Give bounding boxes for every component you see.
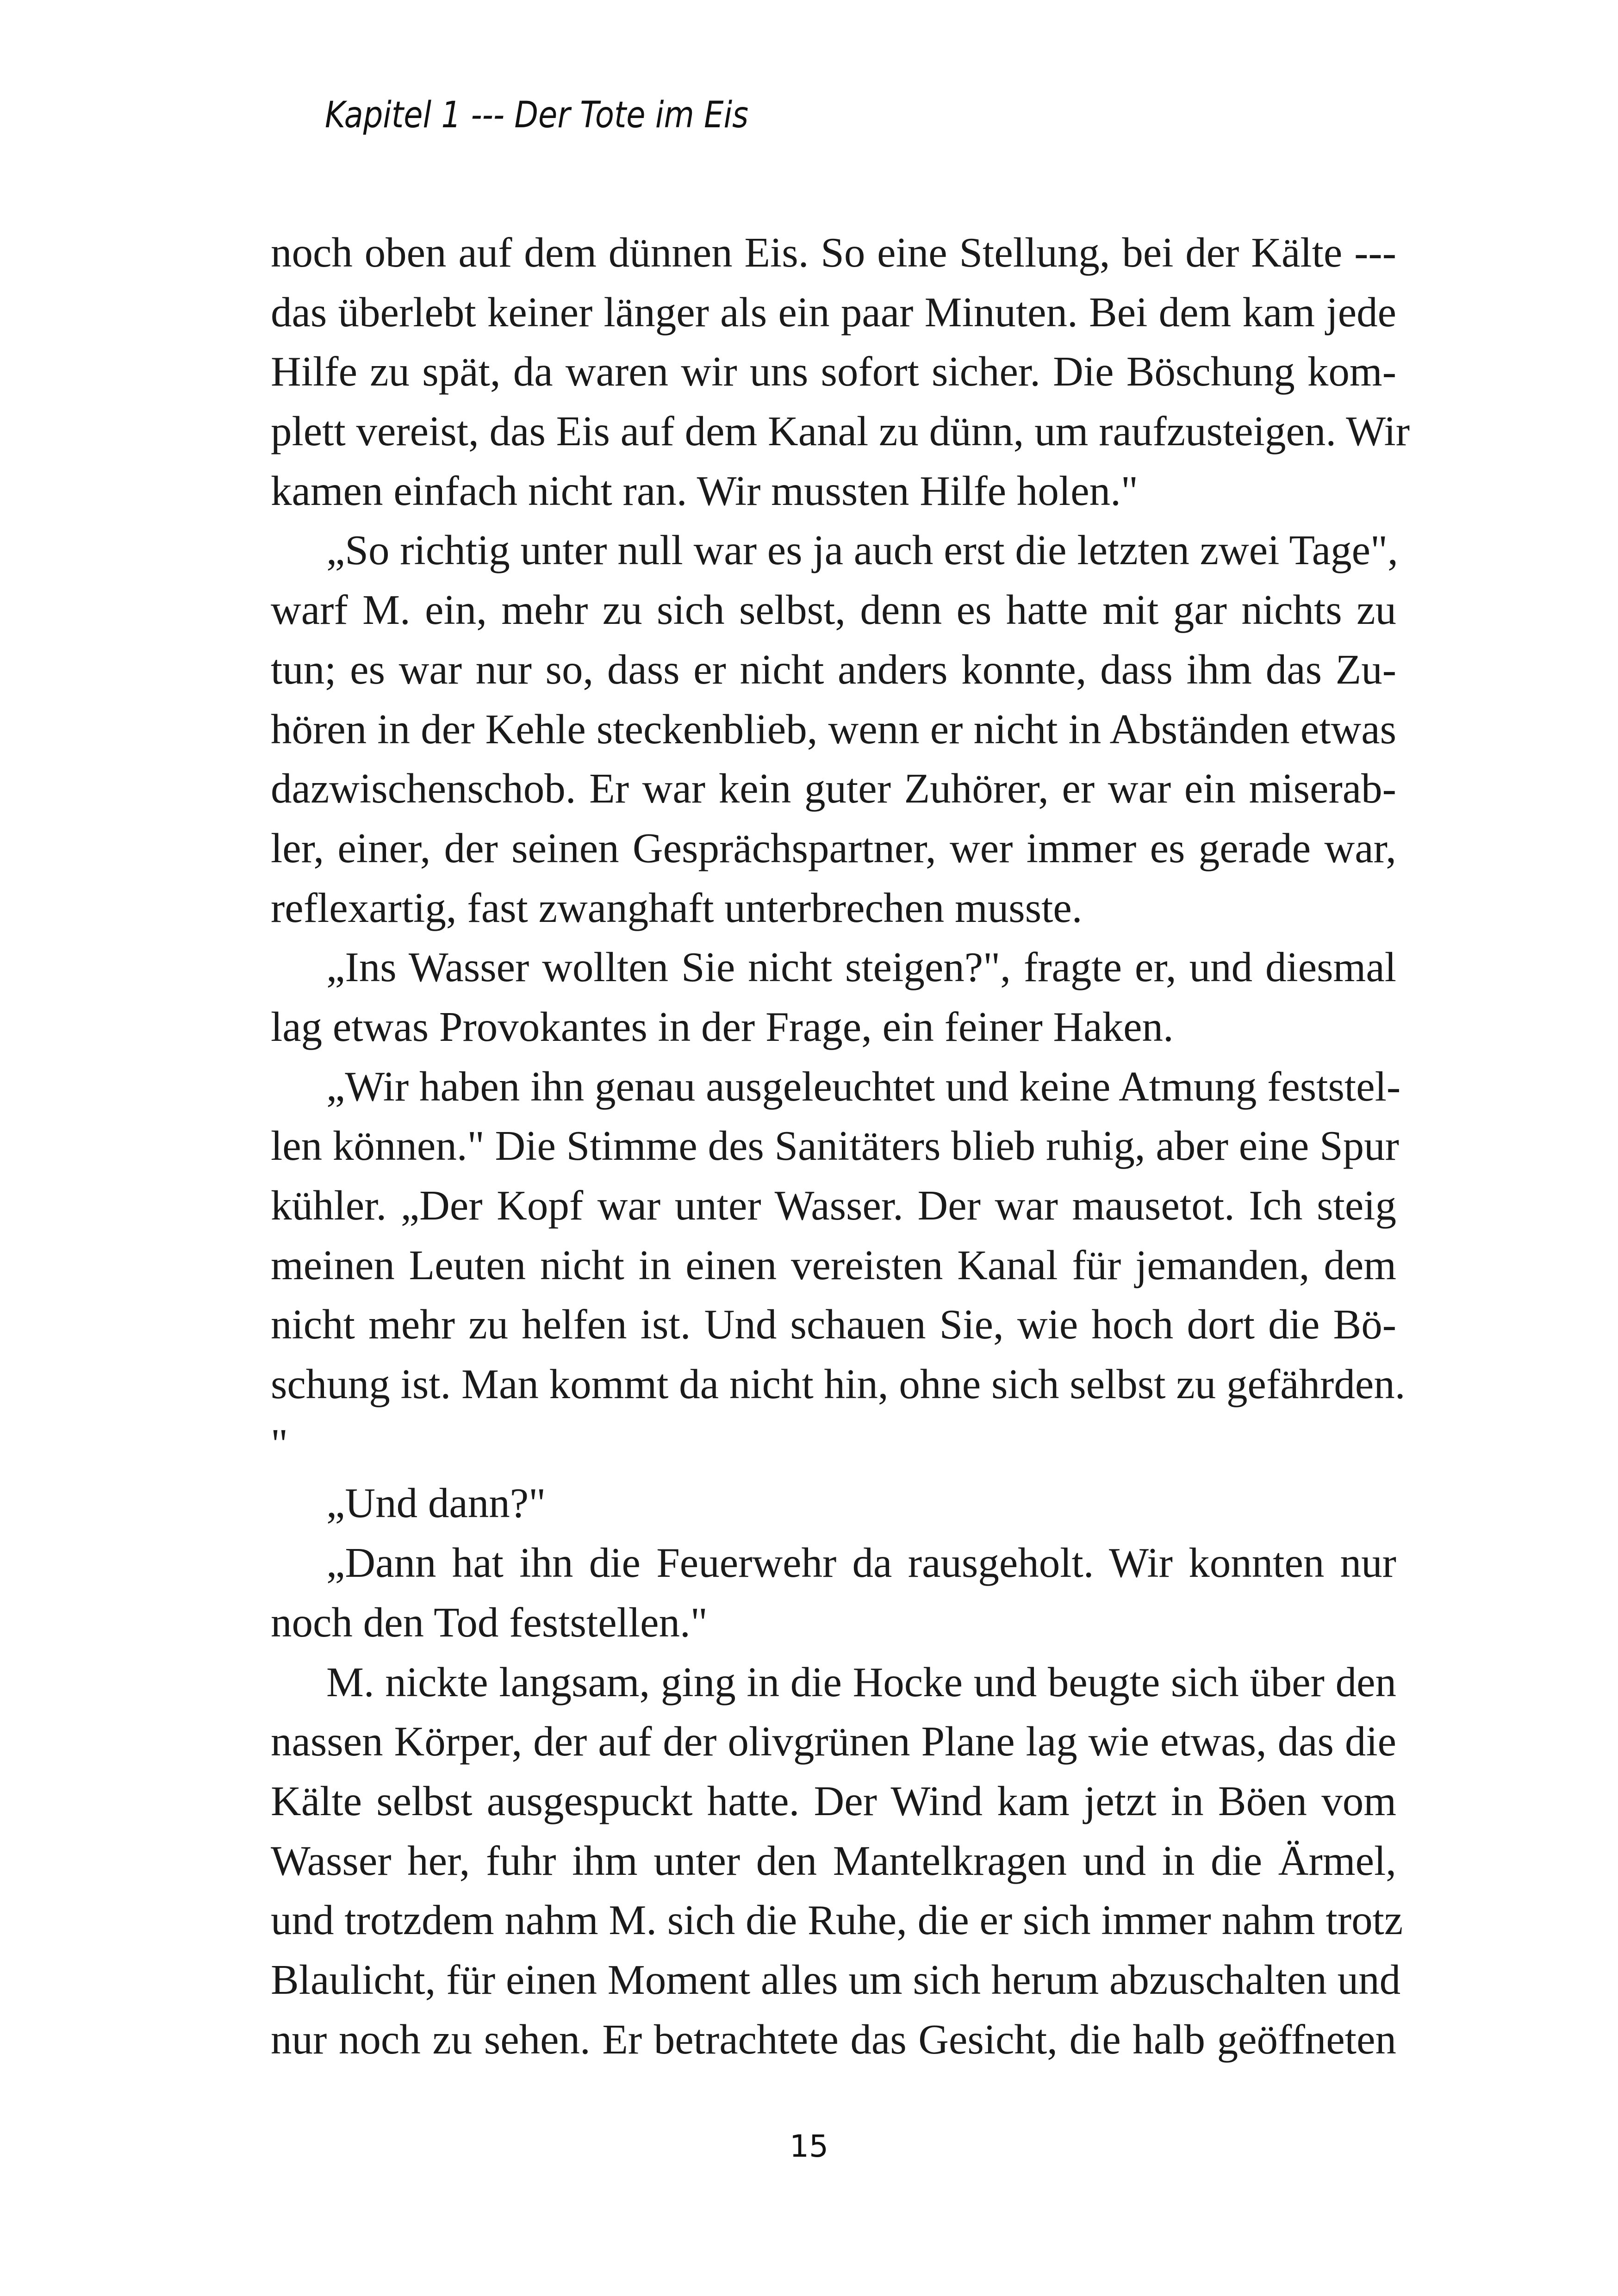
- text-line: plett vereist, das Eis auf dem Kanal zu dünn, um raufzusteigen. Wir: [271, 408, 1410, 455]
- text-line: Blaulicht, für einen Moment alles um sich herum abzuschalten und: [271, 1956, 1401, 2003]
- page-number: 15: [790, 2128, 828, 2164]
- text-line: kamen einfach nicht ran. Wir mussten Hilfe holen.": [271, 467, 1138, 514]
- text-line: und trotzdem nahm M. sich die Ruhe, die er sich immer nahm trotz: [271, 1897, 1403, 1944]
- text-line: kühler. „Der Kopf war unter Wasser. Der war mausetot. Ich steig: [271, 1182, 1396, 1229]
- text-line: nicht mehr zu helfen ist. Und schauen Sie, wie hoch dort die Bö-: [271, 1301, 1396, 1348]
- text-line: „So richtig unter null war es ja auch erst die letzten zwei Tage",: [326, 527, 1398, 574]
- text-line: M. nickte langsam, ging in die Hocke und beugte sich über den: [326, 1658, 1396, 1705]
- text-line: hören in der Kehle steckenblieb, wenn er nicht in Abständen etwas: [271, 705, 1396, 753]
- text-line: das überlebt keiner länger als ein paar Minuten. Bei dem kam jede: [271, 288, 1396, 336]
- text-line: schung ist. Man kommt da nicht hin, ohne sich selbst zu gefährden.: [271, 1361, 1406, 1408]
- text-line: nassen Körper, der auf der olivgrünen Plane lag wie etwas, das die: [271, 1718, 1396, 1765]
- text-line: len können." Die Stimme des Sanitäters blieb ruhig, aber eine Spur: [271, 1122, 1399, 1170]
- text-line: lag etwas Provokantes in der Frage, ein feiner Haken.: [271, 1003, 1174, 1050]
- text-line: ": [271, 1420, 288, 1467]
- text-line: reflexartig, fast zwanghaft unterbrechen musste.: [271, 884, 1083, 931]
- text-line: ler, einer, der seinen Gesprächspartner, wer immer es gerade war,: [271, 824, 1396, 871]
- text-line: warf M. ein, mehr zu sich selbst, denn es hatte mit gar nichts zu: [271, 586, 1396, 634]
- text-line: „Und dann?": [326, 1480, 546, 1527]
- text-line: „Wir haben ihn genau ausgeleuchtet und keine Atmung feststel-: [326, 1063, 1401, 1110]
- text-line: „Ins Wasser wollten Sie nicht steigen?", fragte er, und diesmal: [326, 944, 1396, 991]
- text-line: dazwischenschob. Er war kein guter Zuhörer, er war ein miserab-: [271, 765, 1396, 812]
- body-text: [271, 223, 1410, 2069]
- text-line: meinen Leuten nicht in einen vereisten Kanal für jemanden, dem: [271, 1241, 1396, 1288]
- text-line: Hilfe zu spät, da waren wir uns sofort sicher. Die Böschung kom-: [271, 348, 1396, 395]
- text-line: „Dann hat ihn die Feuerwehr da rausgeholt. Wir konnten nur: [326, 1539, 1396, 1587]
- running-head: Kapitel 1 --- Der Tote im Eis: [325, 94, 749, 136]
- text-line: noch den Tod feststellen.": [271, 1599, 708, 1646]
- text-line: tun; es war nur so, dass er nicht anders konnte, dass ihm das Zu-: [271, 646, 1396, 693]
- text-line: noch oben auf dem dünnen Eis. So eine Stellung, bei der Kälte ---: [271, 229, 1396, 276]
- text-line: Wasser her, fuhr ihm unter den Mantelkragen und in die Ärmel,: [271, 1837, 1396, 1884]
- text-line: Kälte selbst ausgespuckt hatte. Der Wind kam jetzt in Böen vom: [271, 1777, 1396, 1824]
- text-line: nur noch zu sehen. Er betrachtete das Gesicht, die halb geöffneten: [271, 2016, 1396, 2063]
